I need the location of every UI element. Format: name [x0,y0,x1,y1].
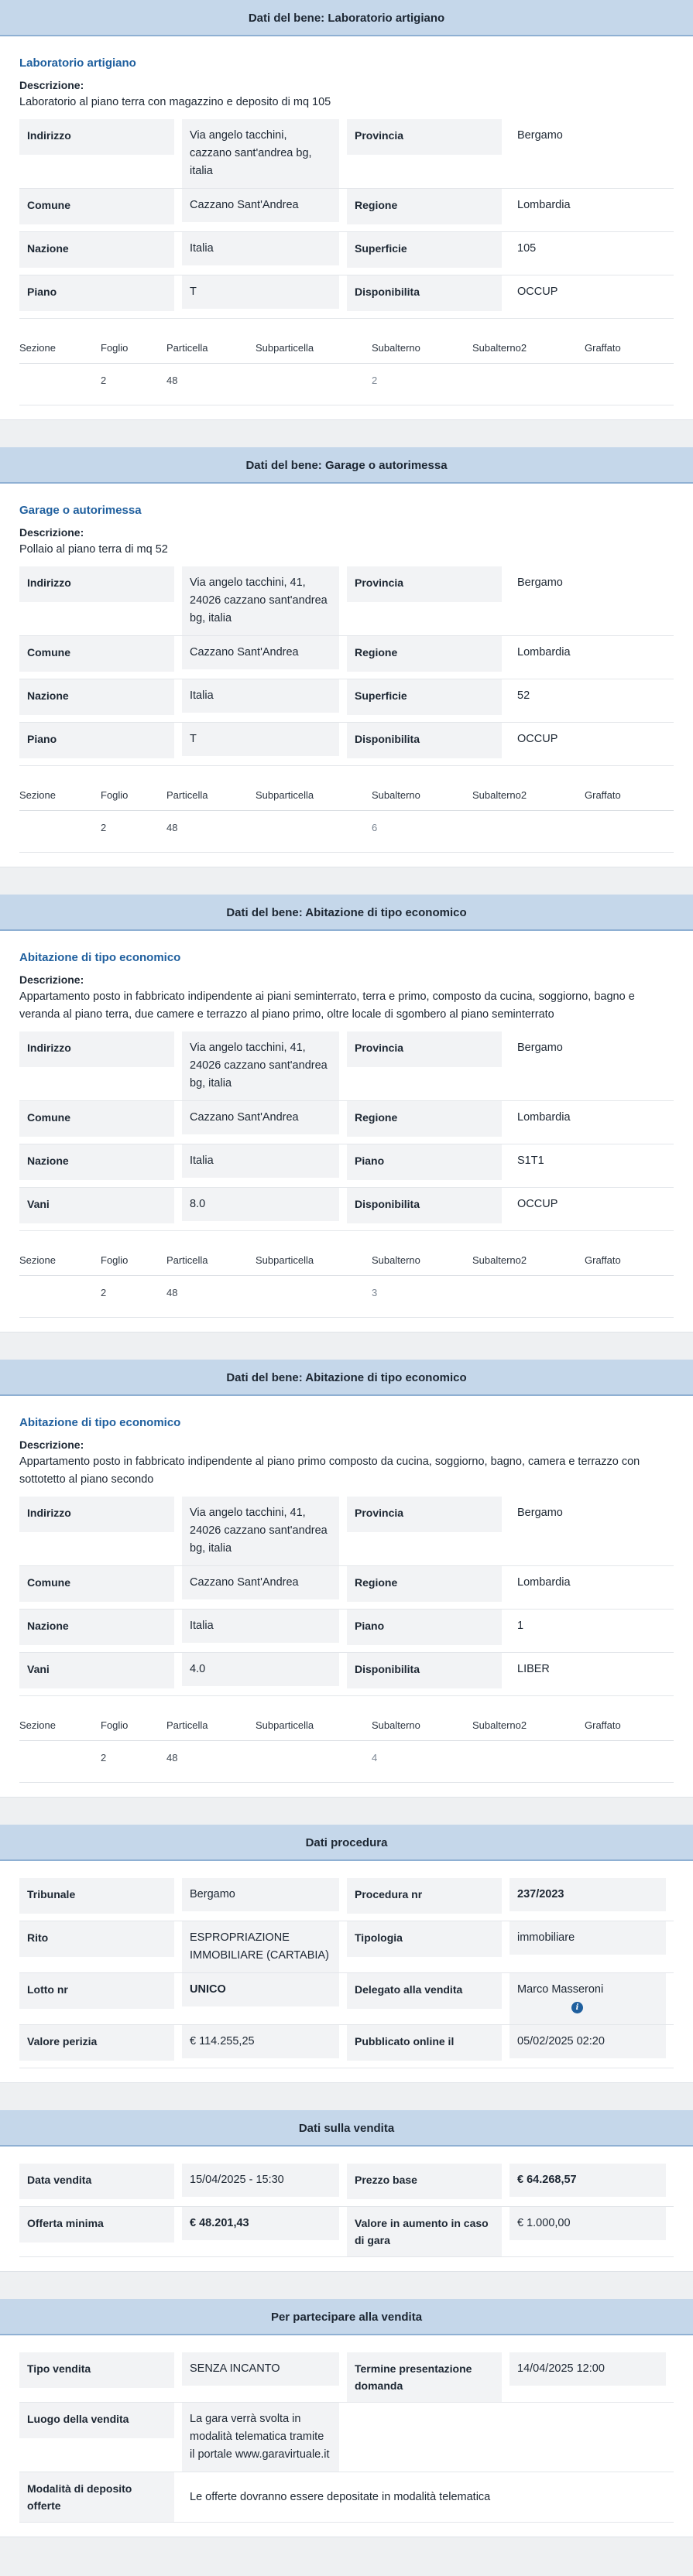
disponibilita-label: Disponibilita [347,723,509,766]
aumento-value: € 1.000,00 [509,2207,674,2257]
provincia-value: Bergamo [509,119,674,189]
catasto-cell-subalterno2 [472,811,585,853]
offerta-minima-value: € 48.201,43 [182,2207,347,2257]
catasto-cell-subalterno2 [472,364,585,405]
pubblicato-value: 05/02/2025 02:20 [509,2025,674,2068]
bene-type-title: Laboratorio artigiano [19,56,136,70]
provincia-value: Bergamo [509,1031,674,1101]
catasto-cell-foglio: 2 [101,364,166,405]
catasto-col-sezione: Sezione [19,1254,101,1276]
perizia-label: Valore perizia [19,2025,182,2068]
nazione-label: Nazione [19,1610,182,1653]
tribunale-label: Tribunale [19,1878,182,1921]
superficie-label: Superficie [347,232,509,275]
catasto-col-foglio: Foglio [101,1719,166,1741]
bene-card [0,1360,693,1798]
catasto-col-particella: Particella [166,1719,256,1741]
tipo-vendita-value: SENZA INCANTO [182,2352,347,2403]
termine-value: 14/04/2025 12:00 [509,2352,674,2403]
delegato-name: Marco Masseroni [517,1983,604,1996]
catasto-cell-subparticella [256,1276,372,1318]
catasto-row [19,1741,674,1783]
description-text: Laboratorio al piano terra con magazzino e deposito di mq 105 [19,96,331,108]
piano-label: Piano [19,723,182,766]
bene-card-header: Dati del bene: Garage o autorimessa [0,447,693,484]
comune-label: Comune [19,1566,182,1610]
disponibilita-value: OCCUP [509,275,674,319]
comune-value: Cazzano Sant'Andrea [182,636,347,679]
bene-type-title: Abitazione di tipo economico [19,951,181,964]
bene-fields [19,119,674,319]
disponibilita-value: LIBER [509,1653,674,1696]
catasto-col-particella: Particella [166,342,256,364]
disponibilita-value: OCCUP [509,723,674,766]
offerta-minima-label: Offerta minima [19,2207,182,2257]
regione-label: Regione [347,636,509,679]
tribunale-value: Bergamo [182,1878,347,1921]
catasto-cell-sezione [19,1741,101,1783]
provincia-label: Provincia [347,1497,509,1566]
regione-value: Lombardia [509,1566,674,1610]
luogo-label: Luogo della vendita [19,2403,182,2472]
catasto-header-row [19,1719,674,1741]
catasto-col-subparticella: Subparticella [256,1254,372,1276]
catasto-cell-subalterno: 4 [372,1741,472,1783]
catasto-cell-subalterno2 [472,1276,585,1318]
catasto-cell-subalterno2 [472,1741,585,1783]
rito-value: ESPROPRIAZIONE IMMOBILIARE (CARTABIA) [182,1921,347,1973]
catasto-header-row [19,342,674,364]
catasto-col-foglio: Foglio [101,789,166,811]
procedura-card [0,1825,693,2083]
description-text: Appartamento posto in fabbricato indipendente ai piani seminterrato, terra e primo, composto da cucina, soggiorno, bagno e veranda al piano terra, due camere e terrazzo al piano primo, oltre locale di sgombero al piano seminterrato [19,990,635,1021]
vani-label: Vani [19,1188,182,1231]
nazione-label: Nazione [19,232,182,275]
provincia-value: Bergamo [509,566,674,636]
superficie-label: Superficie [347,679,509,723]
piano-value: T [182,723,347,766]
catasto-col-subparticella: Subparticella [256,342,372,364]
regione-label: Regione [347,1101,509,1144]
catasto-cell-subalterno: 2 [372,364,472,405]
description-label: Descrizione: [19,973,84,986]
regione-value: Lombardia [509,189,674,232]
piano-value: T [182,275,347,319]
catasto-header-row [19,789,674,811]
bene-card-header: Dati del bene: Laboratorio artigiano [0,0,693,36]
provincia-label: Provincia [347,1031,509,1101]
catasto-col-foglio: Foglio [101,1254,166,1276]
superficie-value: 52 [509,679,674,723]
bene-type-title: Garage o autorimessa [19,504,142,517]
catasto-cell-graffato [585,1741,674,1783]
catasto-row [19,364,674,405]
catasto-cell-sezione [19,1276,101,1318]
indirizzo-value: Via angelo tacchini, 41, 24026 cazzano sant'andrea bg, italia [182,566,347,636]
catasto-col-subalterno2: Subalterno2 [472,789,585,811]
catasto-cell-subparticella [256,364,372,405]
vendita-header: Dati sulla vendita [0,2110,693,2147]
catasto-cell-particella: 48 [166,811,256,853]
description-label: Descrizione: [19,79,84,91]
catasto-cell-particella: 48 [166,1741,256,1783]
perizia-value: € 114.255,25 [182,2025,347,2068]
partecipare-card [0,2299,693,2537]
indirizzo-label: Indirizzo [19,1031,182,1101]
deposito-label: Modalità di deposito offerte [19,2472,182,2523]
catasto-col-subalterno: Subalterno [372,789,472,811]
catasto-col-subparticella: Subparticella [256,789,372,811]
catasto-table [19,342,674,405]
catasto-table [19,1254,674,1318]
data-vendita-label: Data vendita [19,2164,182,2207]
indirizzo-value: Via angelo tacchini, 41, 24026 cazzano sant'andrea bg, italia [182,1497,347,1566]
description-text: Appartamento posto in fabbricato indipendente al piano primo composto da cucina, soggiorno, bagno, camera e terrazzo con sottotetto al piano secondo [19,1456,640,1486]
regione-value: Lombardia [509,636,674,679]
regione-label: Regione [347,1566,509,1610]
procedura-header: Dati procedura [0,1825,693,1861]
catasto-cell-sezione [19,811,101,853]
nazione-label: Nazione [19,679,182,723]
catasto-cell-subparticella [256,1741,372,1783]
indirizzo-value: Via angelo tacchini, 41, 24026 cazzano sant'andrea bg, italia [182,1031,347,1101]
superficie-value: 105 [509,232,674,275]
prezzo-base-label: Prezzo base [347,2164,509,2207]
catasto-col-graffato: Graffato [585,342,674,364]
catasto-col-subparticella: Subparticella [256,1719,372,1741]
catasto-cell-subalterno: 3 [372,1276,472,1318]
catasto-cell-particella: 48 [166,1276,256,1318]
nazione-value: Italia [182,232,347,275]
prezzo-base-value: € 64.268,57 [509,2164,674,2207]
piano-label: Piano [347,1610,509,1653]
bene-card [0,895,693,1332]
rito-label: Rito [19,1921,182,1973]
indirizzo-label: Indirizzo [19,1497,182,1566]
piano-value: S1T1 [509,1144,674,1188]
description-label: Descrizione: [19,1439,84,1451]
catasto-row [19,811,674,853]
vani-value: 4.0 [182,1653,347,1696]
bene-card-header: Dati del bene: Abitazione di tipo economico [0,1360,693,1396]
description-label: Descrizione: [19,526,84,539]
piano-label: Piano [19,275,182,319]
disponibilita-label: Disponibilita [347,1653,509,1696]
catasto-table [19,1719,674,1783]
description-text: Pollaio al piano terra di mq 52 [19,543,168,556]
procedura-nr-label: Procedura nr [347,1878,509,1921]
piano-value: 1 [509,1610,674,1653]
tipologia-label: Tipologia [347,1921,509,1973]
catasto-col-graffato: Graffato [585,1254,674,1276]
disponibilita-label: Disponibilita [347,1188,509,1231]
termine-label: Termine presentazione domanda [347,2352,509,2403]
catasto-col-sezione: Sezione [19,1719,101,1741]
catasto-col-subalterno: Subalterno [372,342,472,364]
bene-fields [19,1497,674,1696]
bene-card-header: Dati del bene: Abitazione di tipo economico [0,895,693,931]
catasto-cell-foglio: 2 [101,1276,166,1318]
bene-type-title: Abitazione di tipo economico [19,1416,181,1429]
catasto-cell-foglio: 2 [101,1741,166,1783]
info-icon[interactable]: i [571,2002,583,2013]
aumento-label: Valore in aumento in caso di gara [347,2207,509,2257]
catasto-cell-particella: 48 [166,364,256,405]
luogo-value: La gara verrà svolta in modalità telematica tramite il portale www.garavirtuale.it [182,2403,347,2472]
indirizzo-label: Indirizzo [19,566,182,636]
comune-label: Comune [19,1101,182,1144]
regione-value: Lombardia [509,1101,674,1144]
catasto-cell-sezione [19,364,101,405]
comune-value: Cazzano Sant'Andrea [182,1566,347,1610]
catasto-col-foglio: Foglio [101,342,166,364]
disponibilita-label: Disponibilita [347,275,509,319]
catasto-col-sezione: Sezione [19,342,101,364]
catasto-cell-graffato [585,1276,674,1318]
tipo-vendita-label: Tipo vendita [19,2352,182,2403]
catasto-cell-graffato [585,811,674,853]
comune-value: Cazzano Sant'Andrea [182,1101,347,1144]
nazione-value: Italia [182,679,347,723]
vendita-card [0,2110,693,2272]
catasto-col-graffato: Graffato [585,1719,674,1741]
vani-value: 8.0 [182,1188,347,1231]
catasto-col-sezione: Sezione [19,789,101,811]
nazione-value: Italia [182,1144,347,1188]
delegato-value [509,1973,674,2025]
procedura-nr-value: 237/2023 [509,1878,674,1921]
lotto-label: Lotto nr [19,1973,182,2025]
catasto-col-particella: Particella [166,789,256,811]
lotto-value: UNICO [182,1973,347,2025]
comune-value: Cazzano Sant'Andrea [182,189,347,232]
delegato-label: Delegato alla vendita [347,1973,509,2025]
vani-label: Vani [19,1653,182,1696]
disponibilita-value: OCCUP [509,1188,674,1231]
provincia-label: Provincia [347,566,509,636]
catasto-col-subalterno2: Subalterno2 [472,1254,585,1276]
catasto-cell-foglio: 2 [101,811,166,853]
catasto-table [19,789,674,853]
data-vendita-value: 15/04/2025 - 15:30 [182,2164,347,2207]
bene-fields [19,1031,674,1231]
comune-label: Comune [19,636,182,679]
catasto-cell-graffato [585,364,674,405]
catasto-col-subalterno: Subalterno [372,1719,472,1741]
comune-label: Comune [19,189,182,232]
catasto-col-graffato: Graffato [585,789,674,811]
bene-card [0,447,693,867]
pubblicato-label: Pubblicato online il [347,2025,509,2068]
bene-card [0,0,693,420]
tipologia-value: immobiliare [509,1921,674,1973]
catasto-header-row [19,1254,674,1276]
regione-label: Regione [347,189,509,232]
catasto-col-subalterno: Subalterno [372,1254,472,1276]
provincia-value: Bergamo [509,1497,674,1566]
catasto-col-subalterno2: Subalterno2 [472,342,585,364]
catasto-col-particella: Particella [166,1254,256,1276]
indirizzo-value: Via angelo tacchini, cazzano sant'andrea bg, italia [182,119,347,189]
partecipare-header: Per partecipare alla vendita [0,2299,693,2335]
catasto-row [19,1276,674,1318]
nazione-label: Nazione [19,1144,182,1188]
indirizzo-label: Indirizzo [19,119,182,189]
catasto-cell-subparticella [256,811,372,853]
piano-label: Piano [347,1144,509,1188]
bene-fields [19,566,674,766]
nazione-value: Italia [182,1610,347,1653]
catasto-col-subalterno2: Subalterno2 [472,1719,585,1741]
catasto-cell-subalterno: 6 [372,811,472,853]
deposito-value: Le offerte dovranno essere depositate in modalità telematica [182,2472,674,2523]
provincia-label: Provincia [347,119,509,189]
